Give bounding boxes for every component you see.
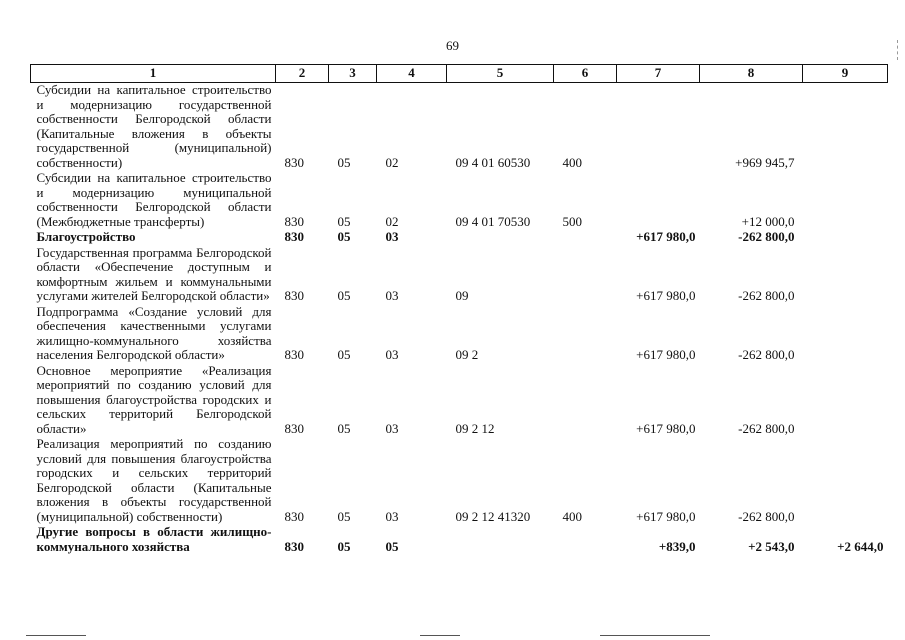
row-cell-3: 05 (337, 154, 351, 170)
row-cell-9 (803, 364, 888, 438)
scan-edge-mark (897, 40, 899, 60)
row-cell-9: +2 644,0 (837, 538, 884, 554)
row-cell-6 (554, 525, 617, 555)
row-cell-4: 03 (385, 229, 399, 244)
row-cell-4: 03 (385, 508, 399, 524)
row-cell-7 (617, 83, 700, 172)
row-cell-2: 830 (284, 347, 304, 362)
row-cell-9 (803, 83, 888, 172)
row-cell-7 (617, 171, 700, 230)
row-cell-4: 03 (385, 288, 399, 303)
row-cell-2: 830 (284, 420, 304, 436)
row-cell-6 (554, 230, 617, 246)
row-cell-5: 09 2 (455, 347, 479, 362)
row-cell-9 (803, 305, 888, 364)
table-row (31, 230, 888, 246)
header-cell-7: 7 (617, 65, 700, 83)
row-cell-4: 02 (385, 154, 399, 170)
row-cell-7: +839,0 (658, 538, 696, 554)
row-cell-8: -262 800,0 (738, 229, 795, 244)
row-cell-6: 500 (562, 213, 582, 229)
row-cell-2: 830 (284, 229, 304, 244)
header-cell-3: 3 (329, 65, 377, 83)
scan-bottom-line (600, 635, 710, 636)
header-cell-9: 9 (803, 65, 888, 83)
row-cell-7: +617 980,0 (636, 229, 696, 244)
row-cell-5: 09 (455, 288, 469, 303)
row-name-cell: Другие вопросы в области жилищно-коммунального хозяйства (36, 524, 272, 554)
table-row (31, 437, 888, 525)
row-cell-7: +617 980,0 (636, 288, 696, 303)
header-cell-2: 2 (276, 65, 329, 83)
row-cell-6: 400 (562, 508, 582, 524)
scan-bottom-line (420, 635, 460, 636)
row-cell-3: 05 (337, 288, 351, 303)
scan-bottom-line (26, 635, 86, 636)
row-cell-3: 05 (337, 420, 351, 436)
row-cell-3: 05 (337, 508, 351, 524)
table-row (31, 305, 888, 364)
row-cell-5 (447, 525, 554, 555)
row-cell-8: +12 000,0 (741, 213, 795, 229)
table-row (31, 246, 888, 305)
row-cell-6: 400 (562, 154, 582, 170)
row-cell-7: +617 980,0 (636, 420, 696, 436)
row-cell-2: 830 (284, 154, 304, 170)
row-cell-8: -262 800,0 (738, 420, 795, 436)
row-name-cell: Реализация мероприятий по созданию условий для повышения благоустройства городских и сельских территорий Белгородской области (Капитальные вложения в объекты государственной (муниципальной) собственности) (36, 436, 272, 524)
row-cell-9 (803, 230, 888, 246)
row-cell-7: +617 980,0 (636, 508, 696, 524)
row-cell-4: 03 (385, 347, 399, 362)
budget-table (30, 64, 888, 555)
row-cell-3: 05 (337, 229, 351, 244)
row-cell-5: 09 4 01 70530 (455, 213, 531, 229)
row-cell-5: 09 2 12 41320 (455, 508, 531, 524)
row-cell-4: 05 (385, 538, 399, 554)
row-cell-5 (447, 230, 554, 246)
row-cell-8: -262 800,0 (738, 508, 795, 524)
row-cell-7: +617 980,0 (636, 347, 696, 362)
row-name-cell: Благоустройство (36, 229, 136, 244)
row-name-cell: Основное мероприятие «Реализация мероприятий по созданию условий для повышения благоустройства городских и сельских территорий Белгородской области» (36, 362, 272, 436)
row-name-cell: Государственная программа Белгородской области «Обеспечение доступным и комфортным жильем и коммунальными услугами жителей Белгородской области» (36, 244, 272, 303)
row-cell-9 (803, 246, 888, 305)
row-cell-4: 02 (385, 213, 399, 229)
header-cell-6: 6 (554, 65, 617, 83)
header-cell-8: 8 (700, 65, 803, 83)
page-number: 69 (446, 38, 459, 53)
row-cell-6 (554, 305, 617, 364)
row-cell-9 (803, 171, 888, 230)
row-cell-2: 830 (284, 213, 304, 229)
table-row (31, 171, 888, 230)
row-cell-2: 830 (284, 508, 304, 524)
row-cell-2: 830 (284, 538, 304, 554)
row-cell-6 (554, 364, 617, 438)
table-header (31, 65, 888, 83)
row-name-cell: Подпрограмма «Создание условий для обеспечения качественными услугами жилищно-коммунального хозяйства населения Белгородской области» (36, 303, 272, 362)
table-row (31, 525, 888, 555)
row-cell-5: 09 2 12 (455, 420, 495, 436)
row-cell-2: 830 (284, 288, 304, 303)
row-cell-8: -262 800,0 (738, 347, 795, 362)
row-cell-3: 05 (337, 347, 351, 362)
row-cell-8: -262 800,0 (738, 288, 795, 303)
row-cell-8: +2 543,0 (748, 538, 795, 554)
row-cell-6 (554, 246, 617, 305)
header-cell-1: 1 (31, 65, 276, 83)
table-row (31, 364, 888, 438)
row-cell-8: +969 945,7 (735, 154, 795, 170)
row-cell-9 (803, 437, 888, 525)
row-name-cell: Субсидии на капитальное строительство и модернизацию муниципальной собственности Белгородской области (Межбюджетные трансферты) (36, 170, 272, 229)
row-cell-4: 03 (385, 420, 399, 436)
header-row (31, 65, 888, 83)
header-cell-5: 5 (447, 65, 554, 83)
row-cell-5: 09 4 01 60530 (455, 154, 531, 170)
table-row (31, 83, 888, 172)
header-cell-4: 4 (377, 65, 447, 83)
row-cell-3: 05 (337, 538, 351, 554)
table-body (31, 83, 888, 556)
row-cell-3: 05 (337, 213, 351, 229)
row-name-cell: Субсидии на капитальное строительство и модернизацию государственной собственности Белгородской области (Капитальные вложения в объекты государственной (муниципальной) собственности) (36, 82, 272, 170)
